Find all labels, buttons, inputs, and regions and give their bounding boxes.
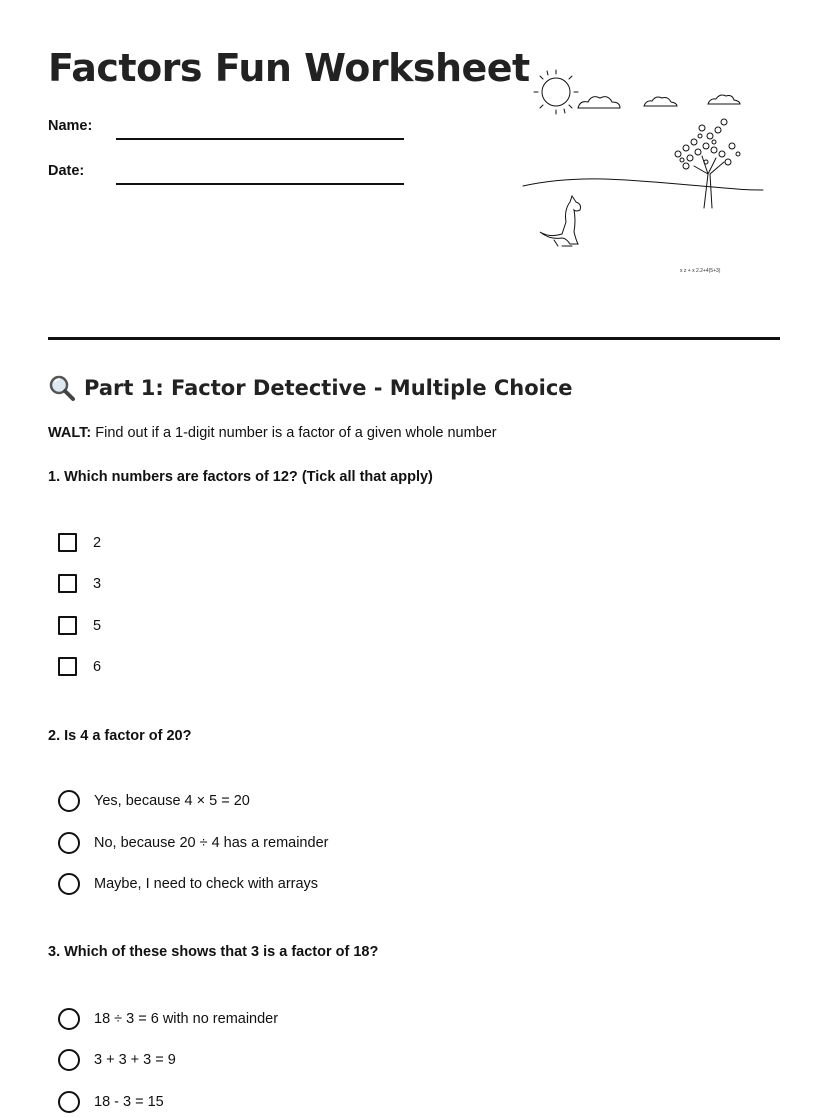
outback-illustration xyxy=(518,62,768,277)
worksheet-title: Factors Fun Worksheet xyxy=(48,46,530,90)
cloud-icon xyxy=(708,95,740,104)
option-q2-b[interactable] xyxy=(58,832,328,854)
option-q2-c[interactable] xyxy=(58,873,318,895)
section-divider xyxy=(48,337,780,340)
sun-icon xyxy=(534,70,578,114)
option-label: 6 xyxy=(93,658,102,675)
name-line[interactable] xyxy=(116,118,404,140)
part1-title xyxy=(48,374,573,402)
option-label: 3 xyxy=(93,575,102,592)
checkbox[interactable] xyxy=(58,657,77,676)
date-field xyxy=(48,163,404,179)
option-q2-a[interactable] xyxy=(58,790,250,812)
option-q3-c[interactable] xyxy=(58,1091,164,1113)
radio-button[interactable] xyxy=(58,1091,80,1113)
option-label: Yes, because 4 × 5 = 20 xyxy=(94,793,250,809)
date-label: Date: xyxy=(48,163,85,179)
option-q3-a[interactable] xyxy=(58,1008,278,1030)
option-label: 3 + 3 + 3 = 9 xyxy=(94,1052,176,1068)
option-label: 2 xyxy=(93,534,102,551)
walt-line xyxy=(48,425,497,441)
cloud-icon xyxy=(578,97,620,108)
option-q1-d[interactable] xyxy=(58,657,101,676)
option-q1-c[interactable] xyxy=(58,616,101,635)
name-label: Name: xyxy=(48,118,93,134)
radio-button[interactable] xyxy=(58,832,80,854)
question-1: 1. Which numbers are factors of 12? (Tick all that apply) xyxy=(48,469,433,485)
option-q3-b[interactable] xyxy=(58,1049,176,1071)
option-label: No, because 20 ÷ 4 has a remainder xyxy=(94,835,329,851)
question-2: 2. Is 4 a factor of 20? xyxy=(48,728,192,744)
magnifying-glass-icon xyxy=(48,374,76,402)
radio-button[interactable] xyxy=(58,790,80,812)
checkbox[interactable] xyxy=(58,616,77,635)
walt-label: WALT: xyxy=(48,425,92,441)
option-q1-b[interactable] xyxy=(58,574,101,593)
tree-icon xyxy=(675,119,740,208)
radio-button[interactable] xyxy=(58,1008,80,1030)
radio-button[interactable] xyxy=(58,873,80,895)
option-label: Maybe, I need to check with arrays xyxy=(94,876,319,892)
checkbox[interactable] xyxy=(58,574,77,593)
radio-button[interactable] xyxy=(58,1049,80,1071)
walt-text: Find out if a 1-digit number is a factor of a given whole number xyxy=(95,425,497,441)
horizon-line xyxy=(523,179,763,190)
option-label: 18 ÷ 3 = 6 with no remainder xyxy=(94,1011,279,1027)
date-line[interactable] xyxy=(116,163,404,185)
name-field xyxy=(48,118,404,134)
option-label: 18 - 3 = 15 xyxy=(94,1094,164,1110)
option-q1-a[interactable] xyxy=(58,533,101,552)
question-3: 3. Which of these shows that 3 is a factor of 18? xyxy=(48,944,379,960)
checkbox[interactable] xyxy=(58,533,77,552)
cloud-icon xyxy=(644,97,677,106)
option-label: 5 xyxy=(93,617,102,634)
kangaroo-icon xyxy=(540,196,581,246)
part1-title-text: Part 1: Factor Detective - Multiple Choice xyxy=(84,376,573,400)
illustration-caption: x z + x 2.2+4(5+3) xyxy=(680,268,721,274)
